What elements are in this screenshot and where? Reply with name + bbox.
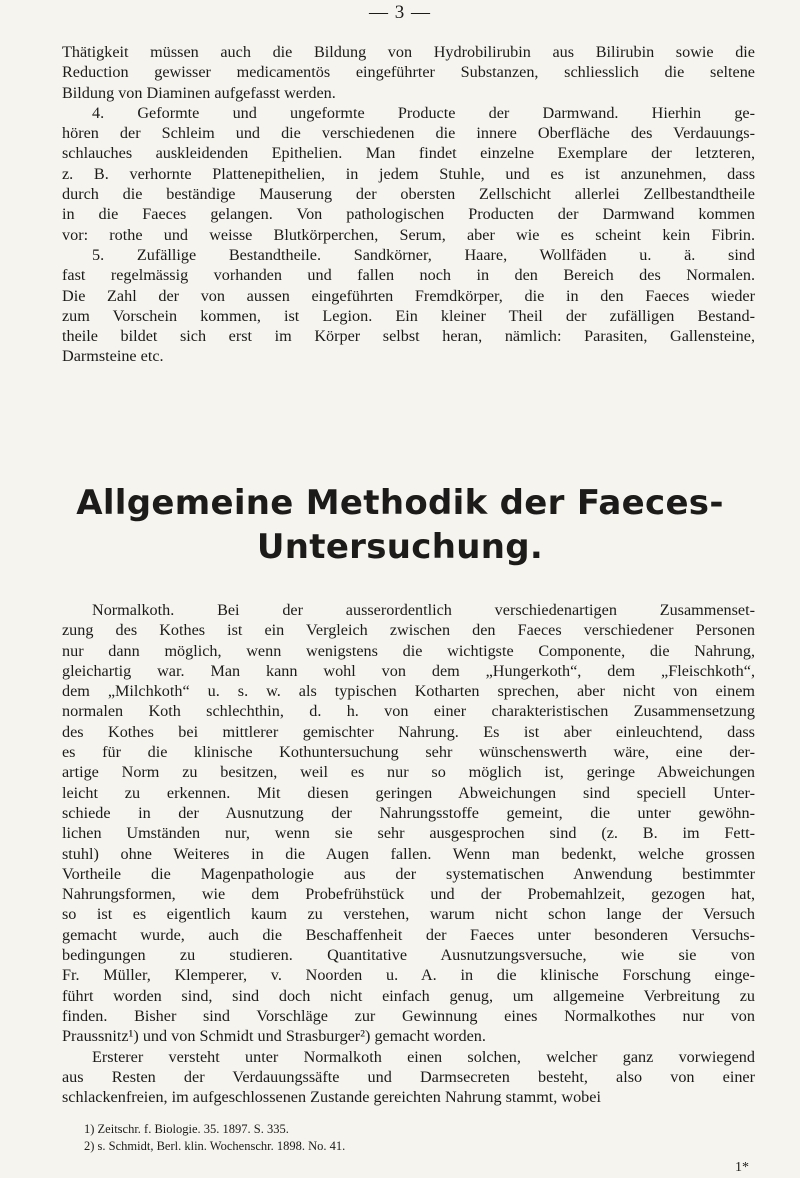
signature-mark: 1* bbox=[735, 1160, 749, 1175]
text-line: es für die klinische Kothuntersuchung sehr wünschenswerth wäre, eine der- bbox=[62, 743, 755, 762]
intro-text-block bbox=[62, 42, 755, 367]
text-line: Ersterer versteht unter Normalkoth einen solchen, welcher ganz vorwiegend bbox=[92, 1047, 755, 1066]
text-line: finden. Bisher sind Vorschläge zur Gewinnung eines Normalkothes nur von bbox=[62, 1006, 755, 1025]
main-text-block bbox=[62, 600, 755, 1107]
text-line: 5. Zufällige Bestandtheile. Sandkörner, Haare, Wollfäden u. ä. sind bbox=[92, 245, 755, 264]
text-line: gleichartig war. Man kann wohl von dem „Hungerkoth“, dem „Fleischkoth“, bbox=[62, 661, 755, 680]
text-line: gemacht wurde, auch die Beschaffenheit der Faeces unter besonderen Versuchs- bbox=[62, 925, 755, 944]
text-line: Vortheile die Magenpathologie aus der systematischen Anwendung bestimmter bbox=[62, 864, 755, 883]
text-line: Darmsteine etc. bbox=[62, 347, 164, 366]
text-line: zung des Kothes ist ein Vergleich zwischen den Faeces verschiedener Personen bbox=[62, 621, 755, 640]
text-line: Reduction gewisser medicamentös eingeführter Substanzen, schliesslich die seltene bbox=[62, 63, 755, 82]
text-line: z. B. verhornte Plattenepithelien, in jedem Stuhle, und es ist anzunehmen, dass bbox=[62, 164, 755, 183]
text-line: schiede in der Ausnutzung der Nahrungsstoffe gemeint, die unter gewöhn- bbox=[62, 803, 755, 822]
text-line: nur dann möglich, wenn wenigstens die wichtigste Componente, die Nahrung, bbox=[62, 641, 755, 660]
text-line: zum Vorschein kommen, ist Legion. Ein kleiner Theil der zufälligen Bestand- bbox=[62, 306, 755, 325]
text-line: dem „Milchkoth“ u. s. w. als typischen Kotharten sprechen, aber nicht von einem bbox=[62, 682, 755, 701]
text-line: Fr. Müller, Klemperer, v. Noorden u. A. in die klinische Forschung einge- bbox=[62, 966, 755, 985]
text-line: leicht zu erkennen. Mit diesen geringen Abweichungen sind speciell Unter- bbox=[62, 783, 755, 802]
text-line: Die Zahl der von aussen eingeführten Fremdkörper, die in den Faeces wieder bbox=[62, 286, 755, 305]
section-heading bbox=[0, 481, 800, 569]
text-line: normalen Koth schlechthin, d. h. von einer charakteristischen Zusammensetzung bbox=[62, 702, 755, 721]
heading-line-2: Untersuchung. bbox=[256, 527, 544, 567]
text-line: Praussnitz¹) und von Schmidt und Strasburger²) gemacht worden. bbox=[62, 1027, 486, 1046]
footnote-1: 1) Zeitschr. f. Biologie. 35. 1897. S. 335. bbox=[84, 1122, 289, 1136]
text-line: stuhl) ohne Weiteres in die Augen fallen. Wenn man bedenkt, welche grossen bbox=[62, 844, 755, 863]
text-line: schlackenfreien, im aufgeschlossenen Zustande gereichten Nahrung stammt, wobei bbox=[62, 1088, 601, 1107]
text-line: 4. Geformte und ungeformte Producte der Darmwand. Hierhin ge- bbox=[92, 103, 755, 122]
text-line: hören der Schleim und die verschiedenen die innere Oberfläche des Verdauungs- bbox=[62, 124, 755, 143]
text-line: Normalkoth. Bei der ausserordentlich verschiedenartigen Zusammenset- bbox=[92, 601, 755, 619]
text-line: so ist es eigentlich kaum zu verstehen, warum nicht schon lange der Versuch bbox=[62, 905, 755, 924]
text-line: vor: rothe und weisse Blutkörperchen, Serum, aber wie es scheint kein Fibrin. bbox=[62, 225, 755, 244]
text-line: schlauches auskleidenden Epithelien. Man findet einzelne Exemplare der letzteren, bbox=[62, 144, 755, 163]
footnote-2: 2) s. Schmidt, Berl. klin. Wochenschr. 1898. No. 41. bbox=[84, 1139, 346, 1153]
text-line: Nahrungsformen, wie dem Probefrühstück und der Probemahlzeit, gezogen hat, bbox=[62, 885, 755, 904]
text-line: des Kothes bei mittlerer gemischter Nahrung. Es ist aber einleuchtend, dass bbox=[62, 722, 755, 741]
text-line: fast regelmässig vorhanden und fallen noch in den Bereich des Normalen. bbox=[62, 266, 755, 285]
text-line: führt worden sind, sind doch nicht einfach genug, um allgemeine Verbreitung zu bbox=[62, 986, 755, 1005]
text-line: Thätigkeit müssen auch die Bildung von Hydrobilirubin aus Bilirubin sowie die bbox=[62, 43, 755, 61]
text-line: in die Faeces gelangen. Von pathologischen Producten der Darmwand kommen bbox=[62, 205, 755, 224]
text-line: Bildung von Diaminen aufgefasst werden. bbox=[62, 83, 336, 102]
heading-line-1: Allgemeine Methodik der Faeces- bbox=[76, 483, 724, 523]
text-line: bedingungen zu studieren. Quantitative Ausnutzungsversuche, wie sie von bbox=[62, 946, 755, 965]
text-line: artige Norm zu besitzen, weil es nur so möglich ist, geringe Abweichungen bbox=[62, 763, 755, 782]
text-line: lichen Umständen nur, wenn sie sehr ausgesprochen sind (z. B. im Fett- bbox=[62, 824, 755, 843]
text-line: durch die beständige Mauserung der obersten Zellschicht allerlei Zellbestandtheile bbox=[62, 185, 755, 204]
text-line: theile bildet sich erst im Körper selbst heran, nämlich: Parasiten, Gallensteine, bbox=[62, 327, 755, 346]
footnotes bbox=[84, 1121, 724, 1155]
text-line: aus Resten der Verdauungssäfte und Darmsecreten besteht, also von einer bbox=[62, 1067, 755, 1086]
page-number: — 3 — bbox=[369, 2, 431, 23]
